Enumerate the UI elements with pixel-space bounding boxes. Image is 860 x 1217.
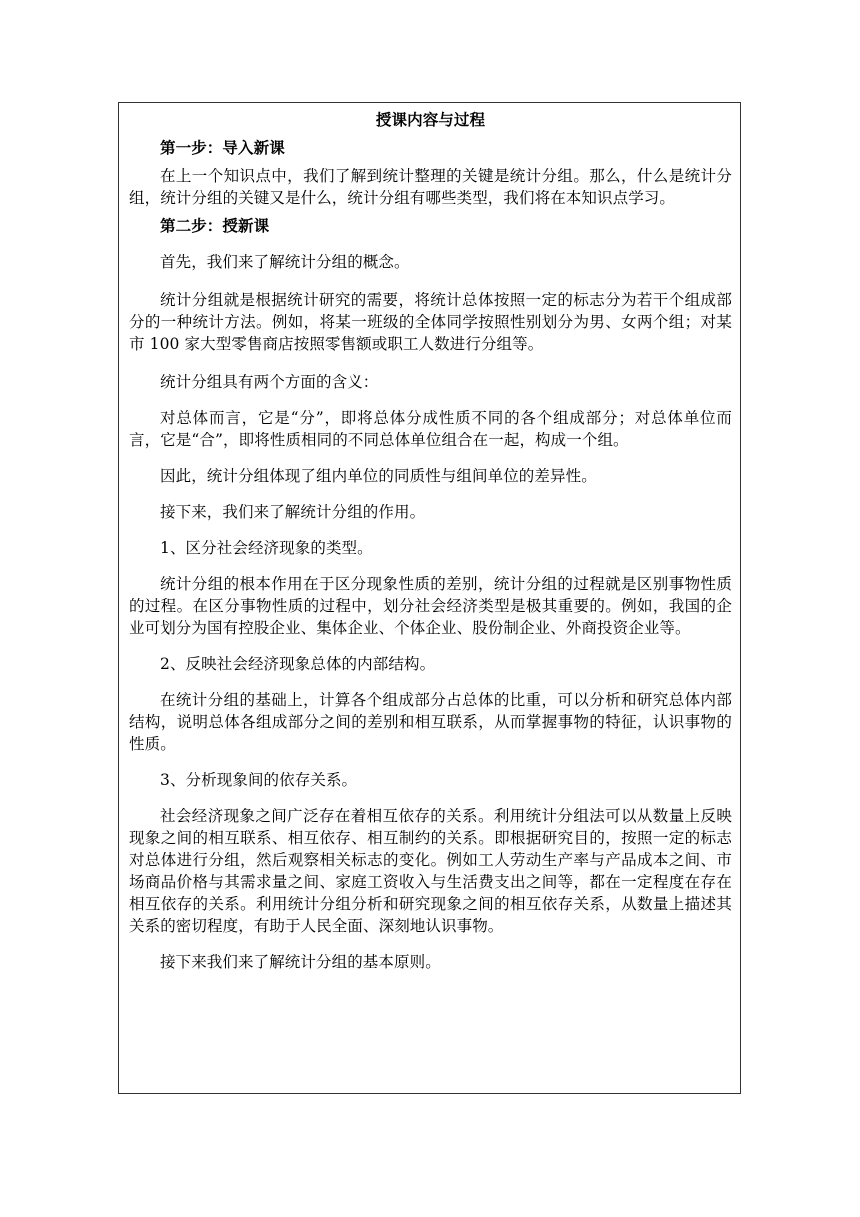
paragraph-role-intro: 接下来，我们来了解统计分组的作用。 xyxy=(160,503,426,521)
paragraph-principles-intro: 接下来我们来了解统计分组的基本原则。 xyxy=(160,953,441,971)
paragraph-homogeneity: 因此，统计分组体现了组内单位的同质性与组间单位的差异性。 xyxy=(160,467,597,485)
paragraph-role-1-detail: 统计分组的根本作用在于区分现象性质的差别，统计分组的过程就是区别事物性质的过程。在区分事物性质的过程中，划分社会经济类型是极其重要的。例如，我国的企业可划分为国有控股企业、集体企业、个体企业、股份制企业、外商投资企业等。 xyxy=(129,575,732,637)
paragraph-concept-intro: 首先，我们来了解统计分组的概念。 xyxy=(160,253,410,271)
paragraph-role-3-detail: 社会经济现象之间广泛存在着相互依存的关系。利用统计分组法可以从数量上反映现象之间的相互联系、相互依存、相互制约的关系。即根据研究目的，按照一定的标志对总体进行分组，然后观察相关标志的变化。例如工人劳动生产率与产品成本之间、市场商品价格与其需求量之间、家庭工资收入与生活费支出之间等，都在一定程度在存在相互依存的关系。利用统计分组分析和研究现象之间的相互依存关系，从数量上描述其关系的密切程度，有助于人民全面、深刻地认识事物。 xyxy=(129,807,732,935)
content-table-cell xyxy=(118,102,741,1094)
step-1-paragraph: 在上一个知识点中，我们了解到统计整理的关键是统计分组。那么，什么是统计分组，统计分组的关键又是什么，统计分组有哪些类型，我们将在本知识点学习。 xyxy=(129,167,732,207)
list-item-role-3: 3、分析现象间的依存关系。 xyxy=(160,771,358,789)
paragraph-role-2-detail: 在统计分组的基础上，计算各个组成部分占总体的比重，可以分析和研究总体内部结构，说明总体各组成部分之间的差别和相互联系，从而掌握事物的特征，认识事物的性质。 xyxy=(129,691,732,753)
list-item-role-2: 2、反映社会经济现象总体的内部结构。 xyxy=(160,655,436,673)
section-title: 授课内容与过程 xyxy=(375,110,486,129)
lesson-content xyxy=(129,103,732,981)
paragraph-split-merge: 对总体而言，它是“分”，即将总体分成性质不同的各个组成部分；对总体单位而言，它是“合”，即将性质相同的不同总体单位组合在一起，构成一个组。 xyxy=(129,409,732,449)
paragraph-two-meanings: 统计分组具有两个方面的含义： xyxy=(160,373,379,391)
step-1-heading: 第一步：导入新课 xyxy=(160,138,285,157)
list-item-role-1: 1、区分社会经济现象的类型。 xyxy=(160,539,373,557)
step-2-heading: 第二步：授新课 xyxy=(160,216,270,235)
paragraph-definition: 统计分组就是根据统计研究的需要，将统计总体按照一定的标志分为若干个组成部分的一种统计方法。例如，将某一班级的全体同学按照性别划分为男、女两个组；对某市 100 家大型零售商店按照零售额或职工人数进行分组等。 xyxy=(129,291,732,353)
